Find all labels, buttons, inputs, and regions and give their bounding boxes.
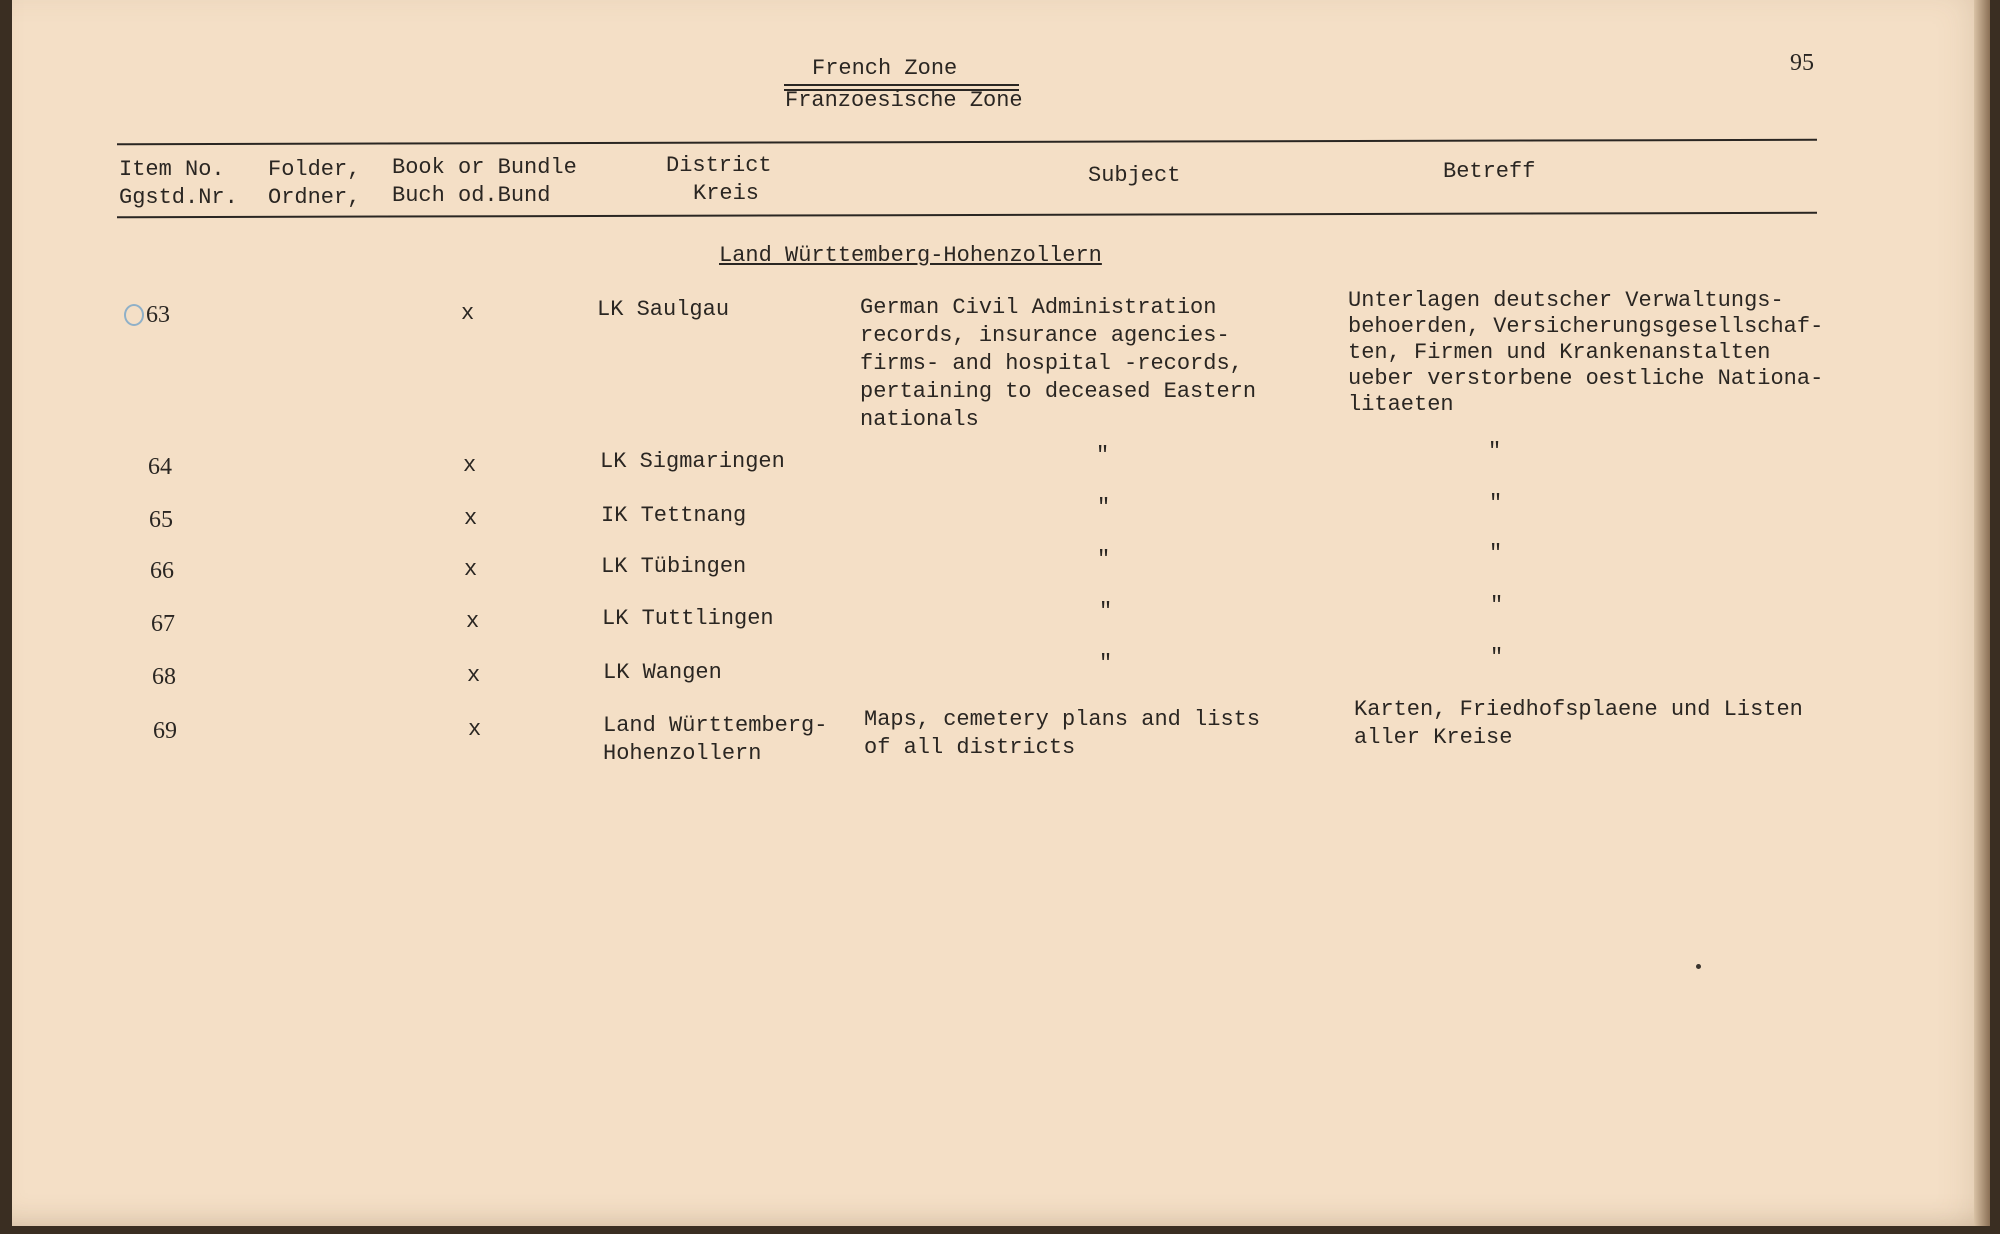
title-german: Franzoesische Zone [785, 88, 1023, 113]
row-book-mark: x [461, 301, 475, 326]
row-district: LK Tuttlingen [602, 606, 774, 631]
row-book-mark: x [464, 506, 478, 531]
col-header-book: Book or Bundle [392, 155, 577, 180]
row-book-mark: x [468, 717, 482, 742]
row-district: IK Tettnang [601, 503, 747, 528]
row-betreff-ditto: " [1490, 593, 1504, 618]
col-header-book-de: Buch od.Bund [392, 183, 551, 208]
row-item-number: 66 [150, 558, 174, 584]
row-subject-ditto: " [1097, 547, 1111, 572]
col-header-folder-de: Ordner, [268, 185, 361, 210]
row-subject-ditto: " [1096, 443, 1110, 468]
row-book-mark: x [463, 453, 477, 478]
col-header-folder: Folder, [268, 157, 361, 182]
col-header-district: District [666, 153, 772, 178]
col-header-district-de: Kreis [693, 181, 760, 206]
row-district: Land Württemberg- Hohenzollern [603, 713, 828, 766]
row-subject-ditto: " [1099, 651, 1113, 676]
col-header-subject: Subject [1088, 163, 1181, 188]
row-district: LK Sigmaringen [600, 449, 785, 474]
row-book-mark: x [467, 663, 481, 688]
header-bottom-rule [117, 212, 1817, 218]
row-item-number: 65 [149, 507, 173, 533]
row-item-number: 67 [151, 611, 175, 637]
row-subject: Maps, cemetery plans and lists of all districts [864, 707, 1261, 760]
row-betreff-ditto: " [1490, 645, 1504, 670]
row-subject-ditto: " [1099, 599, 1113, 624]
header-top-rule [117, 139, 1817, 145]
row-book-mark: x [464, 557, 478, 582]
row-betreff: Unterlagen deutscher Verwaltungs- behoerden, Versicherungsgesellschaf- ten, Firmen und Krankenanstalten ueber verstorbene oestliche Nationa- litaeten [1348, 288, 1824, 417]
row-betreff-ditto: " [1488, 439, 1502, 464]
row-item-number: 69 [153, 718, 177, 744]
row-subject-ditto: " [1097, 495, 1111, 520]
row-item-number: 64 [148, 454, 172, 480]
document-page [12, 0, 1990, 1226]
book-spine-edge [1974, 0, 1990, 1226]
row-item-number: 63 [146, 302, 170, 328]
page-number: 95 [1790, 50, 1814, 76]
paper-speck [1696, 964, 1701, 969]
row-district: LK Saulgau [597, 297, 730, 322]
row-betreff: Karten, Friedhofsplaene und Listen aller Kreise [1354, 697, 1803, 750]
col-header-betreff: Betreff [1443, 159, 1536, 184]
row-book-mark: x [466, 609, 480, 634]
row-betreff-ditto: " [1489, 491, 1503, 516]
row-district: LK Tübingen [601, 554, 747, 579]
row-item-number: 68 [152, 664, 176, 690]
row-betreff-ditto: " [1489, 541, 1503, 566]
col-header-item-de: Ggstd.Nr. [119, 185, 238, 210]
row-subject: German Civil Administration records, insurance agencies- firms- and hospital -records, pertaining to deceased Eastern nationals [860, 295, 1257, 432]
title-underline [784, 84, 1019, 86]
col-header-item: Item No. [119, 157, 225, 182]
title-english: French Zone [812, 56, 958, 81]
section-title: Land Württemberg-Hohenzollern [719, 243, 1102, 268]
row-district: LK Wangen [603, 660, 722, 685]
punch-hole-mark [124, 304, 144, 326]
